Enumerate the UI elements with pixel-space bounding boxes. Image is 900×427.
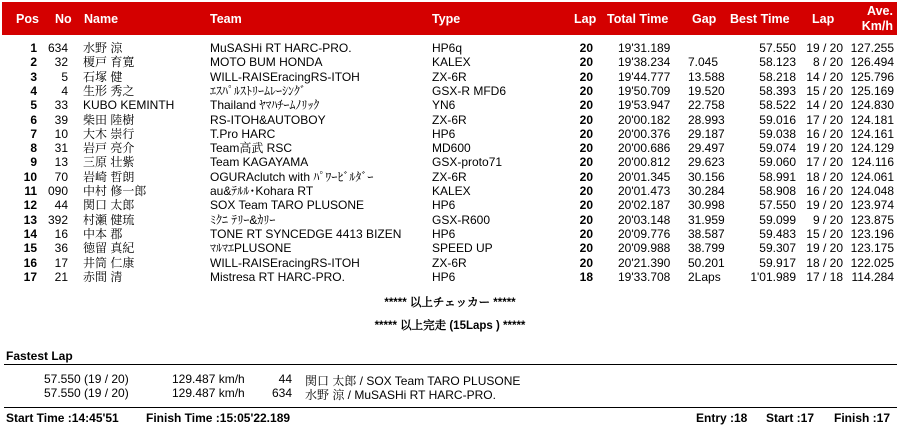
cell-type: ZX-6R [432, 169, 467, 184]
cell-total: 20'01.473 [618, 184, 671, 198]
cell-no: 090 [47, 184, 68, 198]
fastest-lap-no: 634 [271, 386, 292, 400]
cell-name: 榎戸 育寛 [83, 55, 135, 70]
cell-best: 58.908 [759, 184, 796, 198]
cell-team: ｴｽﾊﾟﾙｽﾄﾘｰﾑﾚｰｼﾝｸﾞ [210, 83, 307, 98]
cell-gap: 28.993 [688, 112, 725, 127]
cell-type: ZX-6R [432, 69, 467, 84]
entry-count: Entry :18 [696, 411, 748, 425]
cell-name: 柴田 陸樹 [83, 112, 135, 127]
cell-type: SPEED UP [432, 241, 493, 256]
cell-type: HP6 [432, 198, 456, 213]
cell-blap: 19 / 20 [806, 141, 843, 156]
table-row [0, 199, 900, 212]
cell-no: 634 [47, 41, 68, 55]
col-pos: Pos [16, 12, 39, 26]
table-row [0, 242, 900, 255]
table-row [0, 271, 900, 284]
fastest-lap-divider [4, 364, 897, 365]
col-name: Name [84, 12, 119, 26]
cell-ave: 127.255 [850, 41, 894, 55]
cell-no: 13 [54, 155, 68, 170]
cell-team: T.Pro HARC [210, 126, 276, 141]
cell-type: GSX-R MFD6 [432, 83, 507, 98]
cell-gap: 7.045 [688, 55, 719, 70]
fastest-lap-title: Fastest Lap [6, 349, 73, 363]
cell-name: KUBO KEMINTH [83, 98, 175, 113]
cell-no: 33 [54, 98, 68, 113]
cell-team: WILL-RAISEracingRS-ITOH [210, 69, 360, 84]
cell-team: TONE RT SYNCEDGE 4413 BIZEN [210, 226, 402, 241]
cell-pos: 4 [30, 83, 37, 98]
cell-best: 59.917 [759, 255, 796, 270]
cell-lap: 20 [579, 255, 593, 270]
cell-pos: 13 [23, 212, 37, 227]
cell-type: HP6 [432, 126, 456, 141]
cell-best: 59.038 [759, 126, 796, 141]
cell-lap: 20 [579, 55, 593, 70]
cell-total: 20'09.988 [618, 241, 671, 256]
finish-count: Finish :17 [834, 411, 891, 425]
cell-blap: 14 / 20 [806, 69, 843, 84]
cell-name: 井筒 仁康 [83, 255, 135, 270]
cell-lap: 20 [579, 155, 593, 170]
cell-ave: 124.116 [851, 155, 894, 170]
cell-team: Mistresa RT HARC-PRO. [210, 269, 345, 284]
cell-name: 石塚 健 [83, 69, 123, 84]
fastest-lap-time: 57.550 (19 / 20) [44, 386, 129, 400]
start-count: Start :17 [766, 411, 815, 425]
checker-note: ***** 以上チェッカー ***** [384, 297, 516, 309]
cell-pos: 5 [30, 98, 37, 113]
cell-blap: 19 / 20 [806, 41, 843, 55]
cell-no: 21 [54, 269, 68, 284]
cell-blap: 18 / 20 [806, 169, 843, 184]
cell-total: 19'31.189 [618, 41, 671, 55]
cell-ave: 123.875 [850, 212, 894, 227]
cell-no: 36 [54, 241, 68, 256]
col-ave-line1: Ave. [867, 4, 893, 18]
cell-no: 4 [61, 83, 68, 98]
cell-ave: 124.830 [850, 98, 894, 113]
cell-blap: 15 / 20 [806, 83, 843, 98]
cell-ave: 125.796 [850, 69, 894, 84]
cell-pos: 10 [23, 169, 37, 184]
cell-team: au&ﾃﾙﾙ･Kohara RT [210, 184, 314, 198]
cell-best: 59.060 [759, 155, 796, 170]
table-row [0, 85, 900, 98]
fastest-lap-speed: 129.487 km/h [172, 372, 245, 386]
col-gap: Gap [692, 12, 717, 26]
cell-best: 59.074 [759, 141, 796, 156]
cell-pos: 16 [23, 255, 37, 270]
cell-ave: 124.048 [850, 184, 894, 198]
cell-best: 59.099 [759, 212, 796, 227]
cell-gap: 19.520 [688, 83, 725, 98]
cell-team: MuSASHi RT HARC-PRO. [210, 41, 352, 55]
col-ave [862, 4, 893, 34]
cell-team: ﾏﾙﾏｴPLUSONE [210, 241, 292, 256]
cell-gap: 50.201 [688, 255, 725, 270]
cell-pos: 6 [30, 112, 37, 127]
cell-best: 57.550 [759, 198, 796, 213]
cell-ave: 124.129 [850, 141, 894, 156]
cell-lap: 20 [579, 126, 593, 141]
cell-ave: 123.196 [850, 226, 894, 241]
cell-gap: 30.156 [688, 169, 725, 184]
cell-pos: 12 [23, 198, 37, 213]
cell-pos: 8 [30, 141, 37, 156]
cell-best: 58.218 [759, 69, 796, 84]
cell-name: 岩戸 亮介 [83, 141, 135, 156]
cell-name: 中村 修一郎 [83, 184, 147, 198]
cell-pos: 17 [23, 269, 37, 284]
cell-best: 58.991 [759, 169, 796, 184]
cell-no: 10 [54, 126, 68, 141]
cell-best: 58.522 [759, 98, 796, 113]
cell-ave: 124.061 [850, 169, 894, 184]
cell-total: 20'09.776 [618, 226, 671, 241]
cell-lap: 20 [579, 241, 593, 256]
cell-gap: 22.758 [688, 98, 725, 113]
table-row [0, 156, 900, 169]
cell-lap: 20 [579, 169, 593, 184]
cell-lap: 20 [579, 83, 593, 98]
cell-gap: 38.587 [688, 226, 725, 241]
cell-total: 20'00.686 [618, 141, 671, 156]
footer-divider [4, 407, 897, 408]
cell-gap: 30.998 [688, 198, 725, 213]
col-team: Team [210, 12, 242, 26]
cell-total: 19'53.947 [618, 98, 671, 113]
cell-type: YN6 [432, 98, 456, 113]
fastest-lap-no: 44 [278, 372, 292, 386]
cell-type: MD600 [432, 141, 471, 156]
cell-gap: 38.799 [688, 241, 725, 256]
cell-blap: 16 / 20 [806, 184, 843, 198]
cell-total: 20'00.376 [618, 126, 671, 141]
cell-total: 20'01.345 [618, 169, 671, 184]
cell-blap: 16 / 20 [806, 126, 843, 141]
cell-team: RS-ITOH&AUTOBOY [210, 112, 326, 127]
cell-name: 村瀬 健琉 [83, 212, 135, 227]
cell-lap: 20 [579, 226, 593, 241]
cell-type: GSX-R600 [432, 212, 491, 227]
table-row [0, 142, 900, 155]
table-row [0, 185, 900, 198]
cell-lap: 20 [579, 141, 593, 156]
cell-best: 58.123 [759, 55, 796, 70]
cell-name: 大木 崇行 [83, 126, 135, 141]
fastest-lap-rider: 関口 太郎 / SOX Team TARO PLUSONE [305, 374, 521, 388]
cell-blap: 19 / 20 [806, 198, 843, 213]
cell-lap: 20 [579, 69, 593, 84]
cell-lap: 18 [579, 269, 593, 284]
cell-total: 20'00.182 [618, 112, 671, 127]
col-type: Type [432, 12, 461, 26]
cell-total: 20'03.148 [618, 212, 671, 227]
cell-pos: 2 [30, 55, 37, 70]
cell-blap: 19 / 20 [806, 241, 843, 256]
cell-pos: 9 [30, 155, 37, 170]
cell-ave: 125.169 [850, 83, 894, 98]
cell-best: 59.307 [759, 241, 796, 256]
cell-pos: 15 [23, 241, 37, 256]
cell-ave: 126.494 [850, 55, 894, 70]
cell-total: 19'38.234 [618, 55, 671, 70]
cell-ave: 123.175 [850, 241, 894, 256]
cell-name: 徳留 真紀 [83, 241, 135, 256]
cell-type: GSX-proto71 [432, 155, 503, 170]
cell-total: 19'50.709 [618, 83, 671, 98]
fastest-lap-speed: 129.487 km/h [172, 386, 245, 400]
cell-gap: 29.623 [688, 155, 725, 170]
cell-name: 中本 郡 [83, 226, 123, 241]
cell-team: Thailand ﾔﾏﾊﾁｰﾑﾉﾘｯｸ [210, 98, 320, 113]
cell-type: HP6 [432, 269, 456, 284]
cell-type: ZX-6R [432, 112, 467, 127]
fastest-lap-rider: 水野 涼 / MuSASHi RT HARC-PRO. [305, 388, 496, 402]
cell-gap: 13.588 [688, 69, 725, 84]
cell-gap: 31.959 [688, 212, 725, 227]
cell-ave: 114.284 [851, 269, 894, 284]
cell-total: 20'00.812 [618, 155, 671, 170]
cell-team: MOTO BUM HONDA [210, 55, 323, 70]
cell-pos: 11 [24, 184, 37, 198]
cell-lap: 20 [579, 184, 593, 198]
cell-ave: 124.161 [850, 126, 894, 141]
cell-blap: 15 / 20 [806, 226, 843, 241]
cell-best: 58.393 [759, 83, 796, 98]
cell-total: 19'44.777 [618, 69, 671, 84]
cell-team: OGURAclutch with ﾊﾟﾜｰﾋﾞﾙﾀﾞｰ [210, 169, 374, 184]
col-total-time: Total Time [607, 12, 669, 26]
start-time: Start Time :14:45'51 [6, 411, 119, 425]
cell-name: 岩崎 哲朗 [83, 169, 135, 184]
cell-gap: 29.187 [688, 126, 725, 141]
cell-ave: 122.025 [850, 255, 894, 270]
cell-no: 44 [54, 198, 68, 213]
cell-lap: 20 [579, 112, 593, 127]
col-ave-line2: Km/h [861, 19, 893, 33]
cell-team: Team KAGAYAMA [210, 155, 309, 170]
cell-blap: 17 / 20 [806, 155, 843, 170]
table-row [0, 171, 900, 184]
cell-total: 20'21.390 [618, 255, 671, 270]
finish-time: Finish Time :15:05'22.189 [146, 411, 291, 425]
table-row [0, 42, 900, 55]
cell-no: 392 [47, 212, 68, 227]
fastest-lap-row [0, 372, 900, 388]
cell-pos: 3 [30, 69, 37, 84]
table-row [0, 56, 900, 69]
cell-blap: 18 / 20 [806, 255, 843, 270]
cell-total: 20'02.187 [618, 198, 671, 213]
cell-total: 19'33.708 [618, 269, 671, 284]
cell-lap: 20 [579, 41, 593, 55]
fastest-lap-time: 57.550 (19 / 20) [44, 372, 129, 386]
cell-best: 59.483 [759, 226, 796, 241]
cell-name: 関口 太郎 [83, 198, 135, 213]
col-lap: Lap [574, 12, 597, 26]
cell-no: 17 [54, 255, 68, 270]
cell-blap: 9 / 20 [812, 212, 843, 227]
cell-ave: 123.974 [850, 198, 894, 213]
cell-name: 赤間 清 [83, 269, 123, 284]
fastest-lap-row [0, 386, 900, 402]
table-row [0, 114, 900, 127]
cell-lap: 20 [579, 198, 593, 213]
cell-no: 5 [61, 69, 68, 84]
cell-gap: 30.284 [688, 184, 725, 198]
cell-no: 16 [54, 226, 68, 241]
cell-name: 生形 秀之 [83, 83, 135, 98]
table-row [0, 257, 900, 270]
cell-no: 39 [54, 112, 68, 127]
cell-team: Team高武 RSC [210, 141, 293, 156]
cell-gap: 29.497 [688, 141, 725, 156]
cell-lap: 20 [579, 212, 593, 227]
table-row [0, 99, 900, 112]
cell-pos: 1 [30, 41, 37, 55]
cell-team: WILL-RAISEracingRS-ITOH [210, 255, 360, 270]
col-no: No [55, 12, 72, 26]
cell-best: 59.016 [759, 112, 796, 127]
cell-gap: 2Laps [688, 269, 721, 284]
cell-type: ZX-6R [432, 255, 467, 270]
cell-name: 三原 壮紫 [83, 155, 135, 170]
cell-no: 32 [54, 55, 68, 70]
cell-team: SOX Team TARO PLUSONE [210, 198, 365, 213]
cell-type: KALEX [432, 184, 471, 198]
cell-blap: 14 / 20 [806, 98, 843, 113]
cell-lap: 20 [579, 98, 593, 113]
table-row [0, 228, 900, 241]
cell-type: HP6q [432, 41, 463, 55]
cell-pos: 7 [30, 126, 37, 141]
cell-best: 1'01.989 [750, 269, 796, 284]
cell-pos: 14 [23, 226, 37, 241]
table-row [0, 71, 900, 84]
finished-note: ***** 以上完走 (15Laps ) ***** [374, 320, 526, 332]
table-row [0, 128, 900, 141]
cell-ave: 124.181 [850, 112, 894, 127]
cell-no: 70 [54, 169, 68, 184]
cell-type: HP6 [432, 226, 456, 241]
cell-blap: 8 / 20 [812, 55, 843, 70]
cell-blap: 17 / 18 [806, 269, 843, 284]
col-best-lap: Lap [812, 12, 835, 26]
table-row [0, 214, 900, 227]
cell-blap: 17 / 20 [806, 112, 843, 127]
cell-name: 水野 涼 [83, 41, 123, 55]
cell-no: 31 [54, 141, 68, 156]
cell-team: ﾐｸﾆ ﾃﾘｰ&ｶﾘｰ [210, 212, 276, 227]
cell-best: 57.550 [759, 41, 796, 55]
col-best-time: Best Time [730, 12, 790, 26]
cell-type: KALEX [432, 55, 471, 70]
results-table-header [2, 2, 897, 35]
